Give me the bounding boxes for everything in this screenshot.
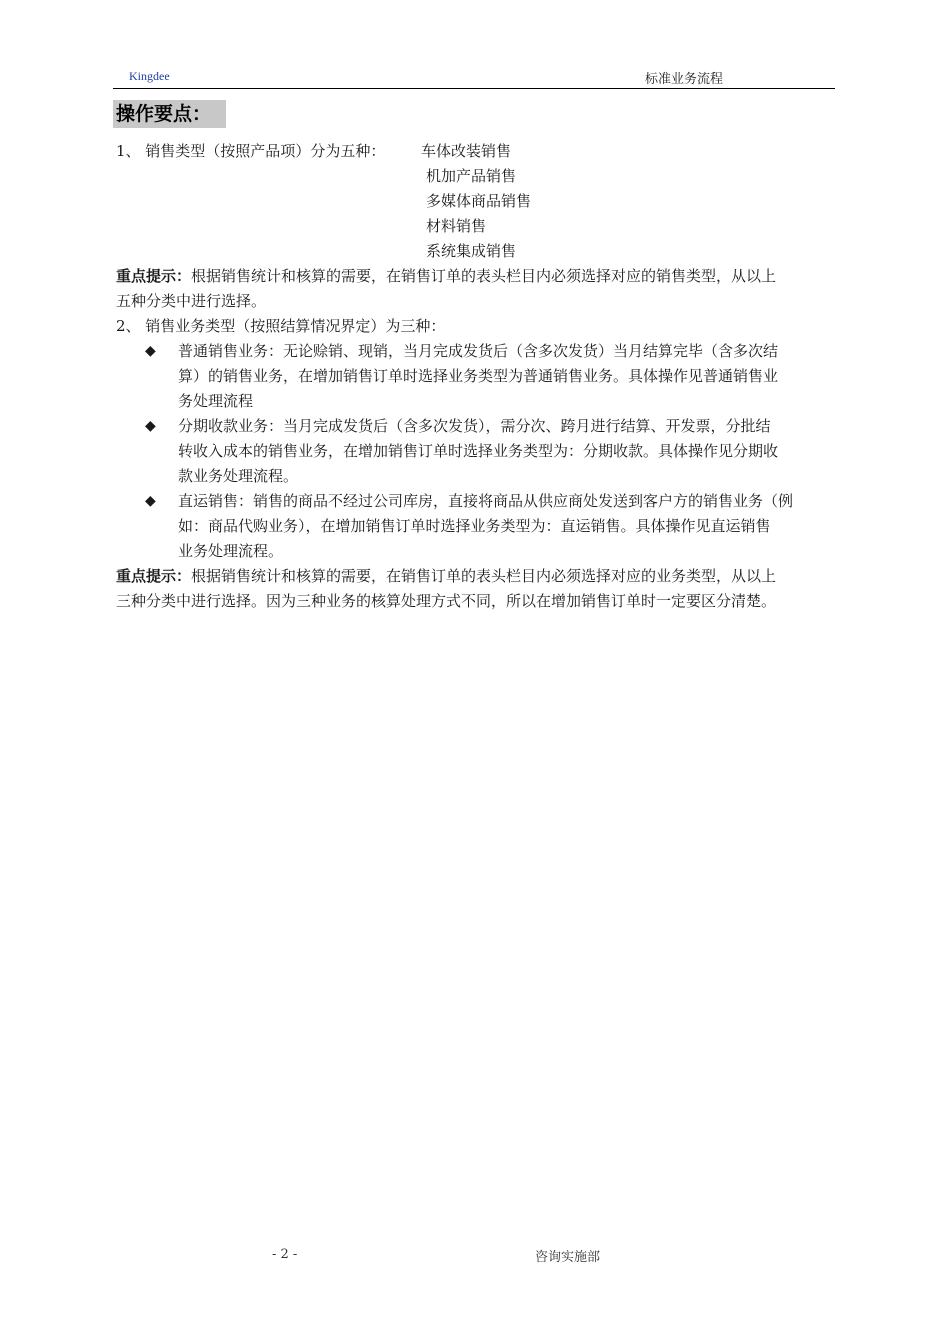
- sales-type-1: 车体改装销售: [421, 142, 512, 160]
- note2-text: 根据销售统计和核算的需要，在销售订单的表头栏目内必须选择对应的业务类型，从以上: [191, 567, 777, 585]
- bullet2-line3: 款业务处理流程。: [178, 467, 299, 485]
- bullet3-line2: 如：商品代购业务），在增加销售订单时选择业务类型为：直运销售。具体操作见直运销售: [178, 517, 771, 535]
- page-number: - 2 -: [272, 1247, 298, 1262]
- sales-type-5: 系统集成销售: [426, 242, 517, 260]
- bullet1-line3: 务处理流程: [178, 392, 254, 410]
- sales-type-4: 材料销售: [426, 217, 487, 235]
- note1-text: 根据销售统计和核算的需要，在销售订单的表头栏目内必须选择对应的销售类型，从以上: [191, 267, 777, 285]
- note2-label: 重点提示：: [116, 567, 192, 585]
- footer-department: 咨询实施部: [535, 1250, 601, 1265]
- bullet2-line1: 分期收款业务：当月完成发货后（含多次发货），需分次、跨月进行结算、开发票，分批结: [178, 417, 771, 435]
- note1-label: 重点提示：: [116, 267, 192, 285]
- bullet-diamond-icon: ◆: [145, 493, 156, 509]
- bullet-diamond-icon: ◆: [145, 343, 156, 359]
- bullet3-line1: 直运销售：销售的商品不经过公司库房，直接将商品从供应商处发送到客户方的销售业务（例: [178, 492, 794, 510]
- note1-line2: 五种分类中进行选择。: [116, 292, 267, 310]
- bullet2-line2: 转收入成本的销售业务，在增加销售订单时选择业务类型为：分期收款。具体操作见分期收: [178, 442, 779, 460]
- brand-name: Kingdee: [129, 69, 170, 83]
- sales-type-3: 多媒体商品销售: [426, 192, 532, 210]
- note1-line1: [116, 264, 776, 289]
- item1-lead: 1、 销售类型（按照产品项）分为五种：: [116, 142, 386, 160]
- section-title: 操作要点：: [113, 100, 226, 128]
- page-header: [113, 66, 835, 89]
- document-title: 标准业务流程: [645, 72, 724, 87]
- note2-line1: [116, 564, 776, 589]
- bullet1-line2: 算）的销售业务，在增加销售订单时选择业务类型为普通销售业务。具体操作见普通销售业: [178, 367, 779, 385]
- bullet3-line3: 业务处理流程。: [178, 542, 284, 560]
- bullet-diamond-icon: ◆: [145, 418, 156, 434]
- sales-type-2: 机加产品销售: [426, 167, 517, 185]
- bullet1-line1: 普通销售业务：无论赊销、现销，当月完成发货后（含多次发货）当月结算完毕（含多次结: [178, 342, 779, 360]
- item2-lead: 2、 销售业务类型（按照结算情况界定）为三种：: [116, 317, 446, 335]
- note2-line2: 三种分类中进行选择。因为三种业务的核算处理方式不同，所以在增加销售订单时一定要区分清楚。: [116, 592, 777, 610]
